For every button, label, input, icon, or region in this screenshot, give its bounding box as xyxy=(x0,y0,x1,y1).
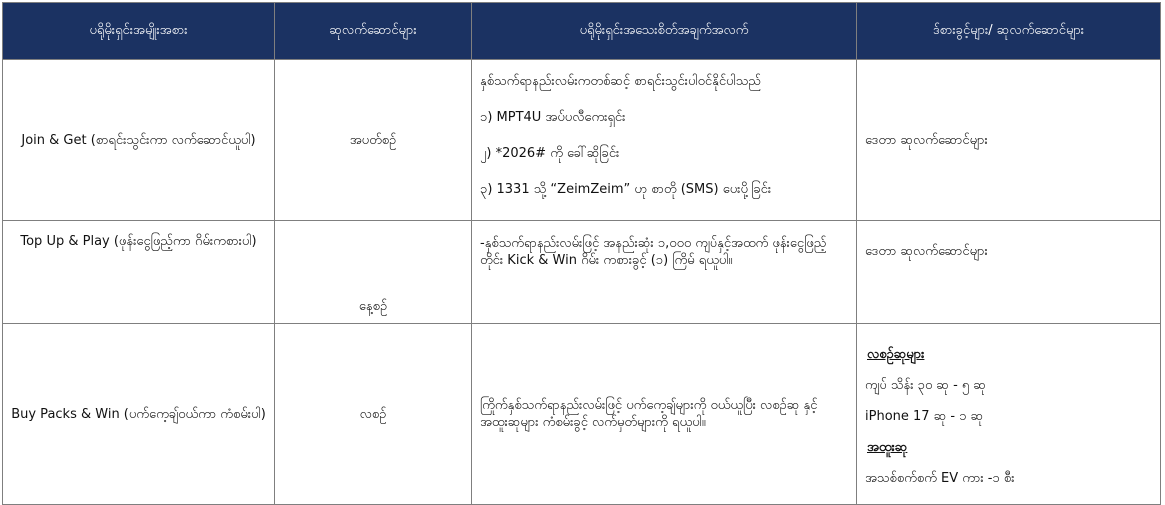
details-line: ကြိုက်နှစ်သက်ရာနည်းလမ်းဖြင့် ပက်ကေ့ချ်များကို ဝယ်ယူပြီး လစဉ်ဆု နှင့် အထူးဆုများ ကံစမ်းခွင့် လက်မှတ်များကို ရယူပါ။ xyxy=(480,398,818,430)
header-promotion-type: ပရိုမိုးရှင်းအမျိုးအစား xyxy=(3,3,275,60)
details-line: ၂) *2026# ကို ခေါ်ဆိုခြင်း xyxy=(480,146,620,161)
prize-line: အသစ်စက်စက် EV ကား -၁ စီး xyxy=(865,470,1015,486)
details-cell xyxy=(472,221,857,324)
details-line: နှစ်သက်ရာနည်းလမ်းကတစ်ဆင့် စာရင်းသွင်းပါဝင်နိုင်ပါသည် xyxy=(480,74,761,89)
table-header-row xyxy=(3,3,1161,60)
prize-cell: ဒေတာ ဆုလက်ဆောင်များ xyxy=(857,221,1161,324)
prize-line: ကျပ် သိန်း ၃၀ ဆု - ၅ ဆု xyxy=(865,377,986,393)
special-prize-heading: အထူးဆု xyxy=(867,439,908,455)
promotion-type-cell: Top Up & Play (ဖုန်းငွေဖြည့်ကာ ဂိမ်းကစားပါ) xyxy=(3,221,275,324)
frequency-cell: နေ့စဉ် xyxy=(275,221,472,324)
prize-cell: ဒေတာ ဆုလက်ဆောင်များ xyxy=(857,60,1161,221)
prize-line: iPhone 17 ဆု - ၁ ဆု xyxy=(865,408,984,424)
details-cell xyxy=(472,60,857,221)
promotion-type-cell: Buy Packs & Win (ပက်ကေ့ချ်ဝယ်ကာ ကံစမ်းပါ) xyxy=(3,324,275,505)
monthly-prizes-heading: လစဉ်ဆုများ xyxy=(867,346,925,362)
table-row xyxy=(3,324,1161,505)
header-prizes: ဆုလက်ဆောင်များ xyxy=(275,3,472,60)
table-row xyxy=(3,60,1161,221)
header-entitlements-prizes: ဒ်စားခွင့်များ/ ဆုလက်ဆောင်များ xyxy=(857,3,1161,60)
details-line: ၁) MPT4U အပ်ပလီကေးရှင်း xyxy=(480,110,626,125)
promotion-type-cell: Join & Get (စာရင်းသွင်းကာ လက်ဆောင်ယူပါ) xyxy=(3,60,275,221)
promotion-table xyxy=(2,2,1161,505)
header-promotion-details: ပရိုမိုးရှင်းအသေးစိတ်အချက်အလက် xyxy=(472,3,857,60)
prize-cell xyxy=(857,324,1161,505)
details-cell xyxy=(472,324,857,505)
frequency-cell: လစဉ် xyxy=(275,324,472,505)
details-line: ၃) 1331 သို့ “ZeimZeim” ဟု စာတို (SMS) ပေးပို့ခြင်း xyxy=(480,182,772,197)
table-row xyxy=(3,221,1161,324)
frequency-cell: အပတ်စဉ် xyxy=(275,60,472,221)
details-line: -နှစ်သက်ရာနည်းလမ်းဖြင့် အနည်းဆုံး ၁,၀၀၀ ကျပ်နှင့်အထက် ဖုန်းငွေဖြည့်တိုင်း Kick & Win ဂိမ်း ကစားခွင့် (၁) ကြိမ် ရယူပါ။ xyxy=(480,236,827,268)
